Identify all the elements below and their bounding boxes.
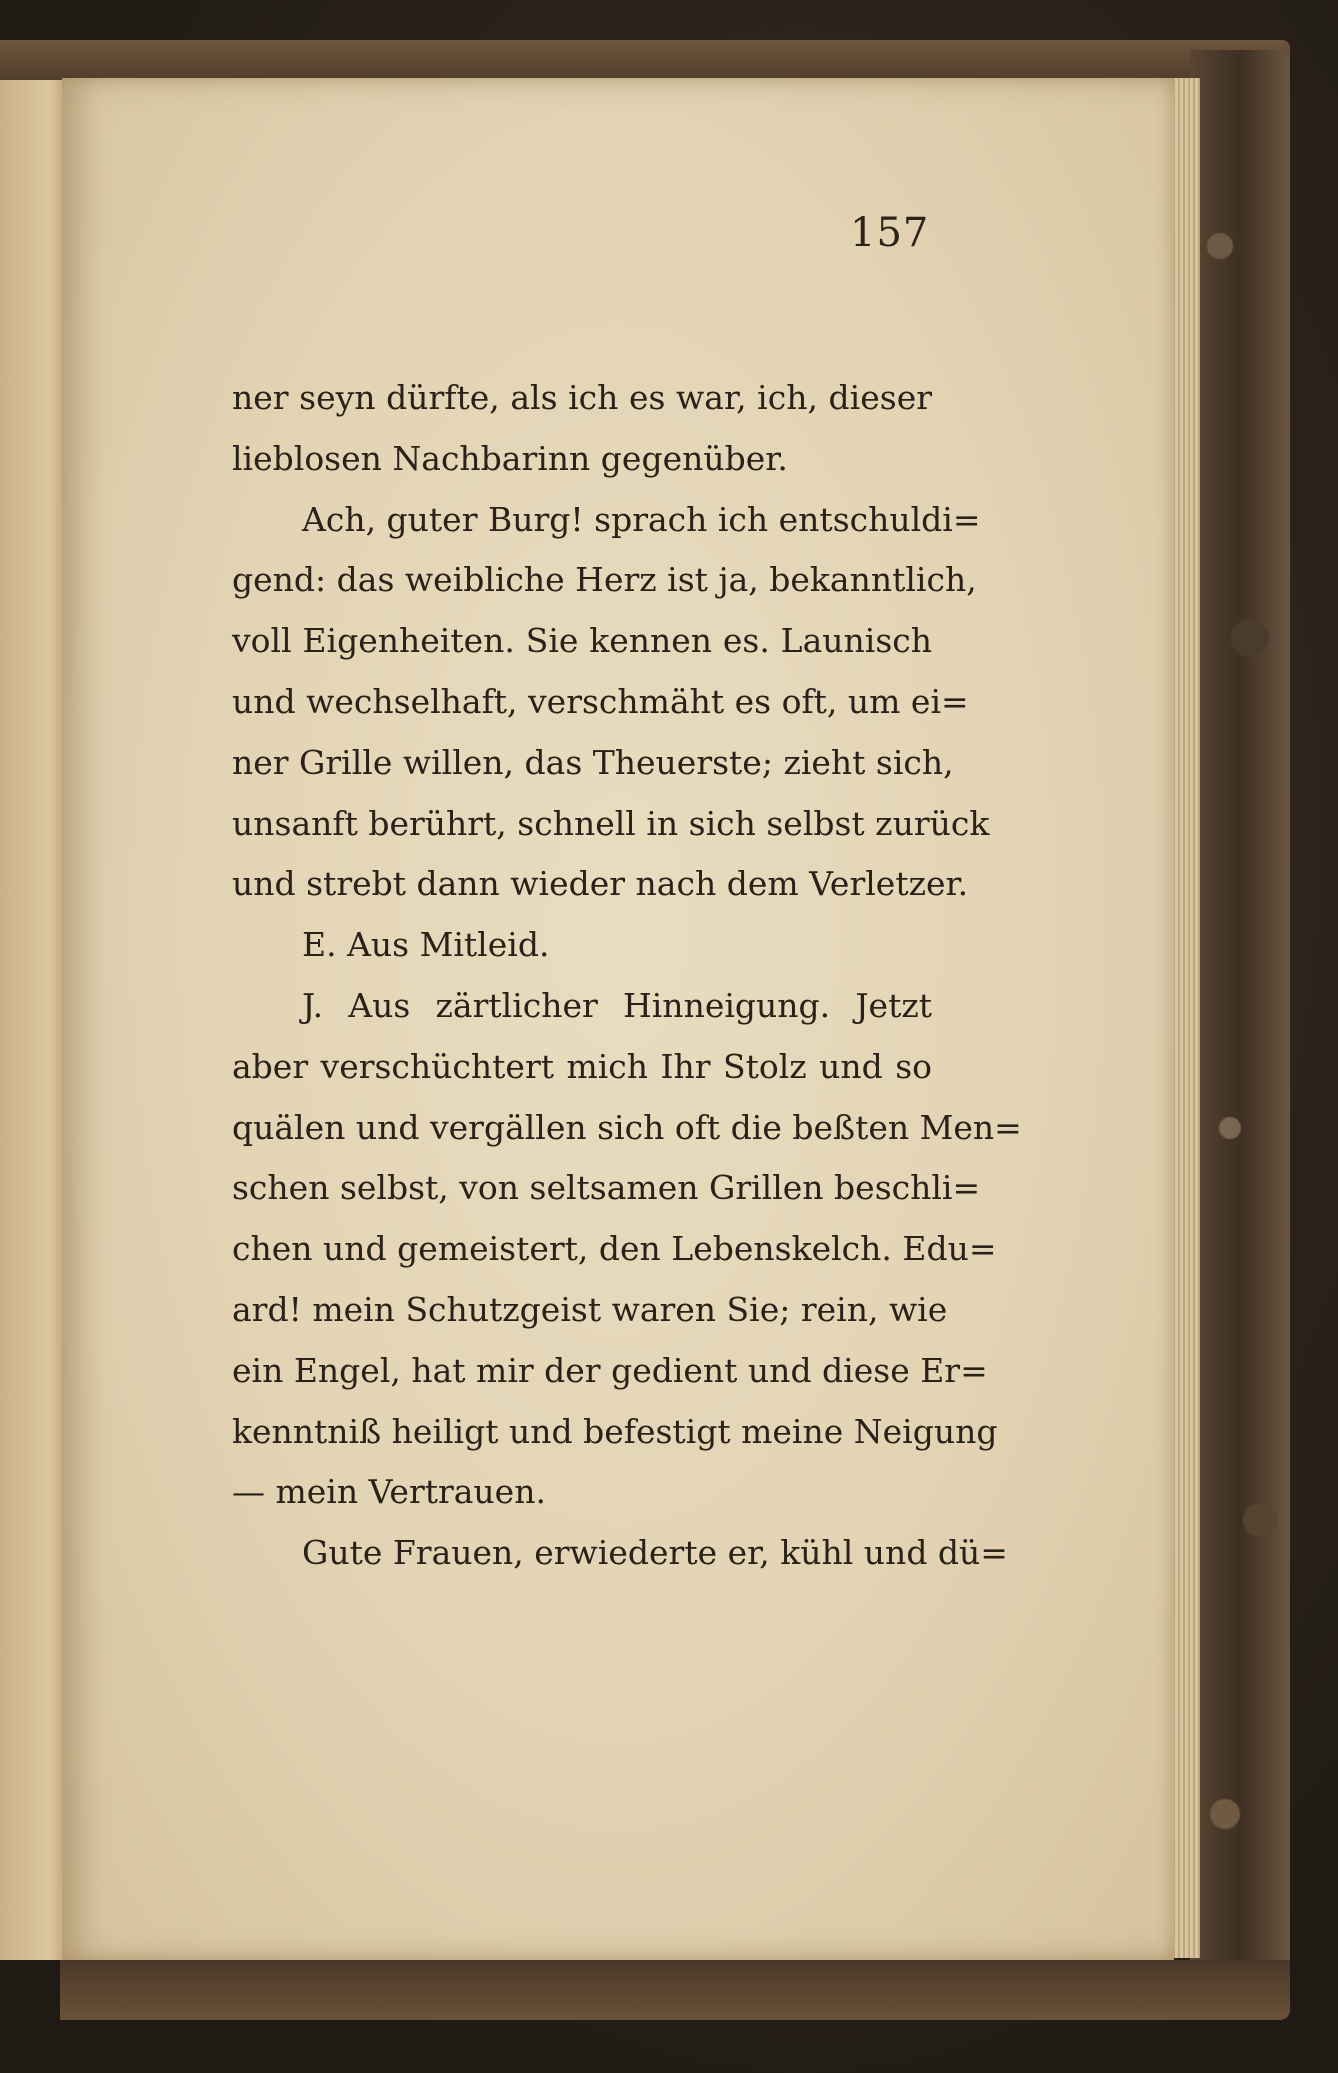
- text-line: quälen und vergällen sich oft die beßten Men=: [232, 1107, 1022, 1147]
- text-line: E. Aus Mitleid.: [302, 925, 550, 965]
- text-line: schen selbst, von seltsamen Grillen beschli=: [232, 1168, 981, 1208]
- text-line: voll Eigenheiten. Sie kennen es. Launisch: [232, 621, 932, 661]
- text-line: und wechselhaft, verschmäht es oft, um ei=: [232, 681, 969, 721]
- page-stack-edges: [1170, 78, 1200, 1958]
- text-line: unsanft berührt, schnell in sich selbst zurück: [232, 803, 990, 843]
- text-line: und strebt dann wieder nach dem Verletzer.: [232, 864, 969, 904]
- text-line: lieblosen Nachbarinn gegenüber.: [232, 438, 788, 478]
- text-line: — mein Vertrauen.: [232, 1472, 546, 1512]
- text-line: gend: das weibliche Herz ist ja, bekanntlich,: [232, 560, 977, 600]
- marbled-cover-edge: [1190, 50, 1290, 2010]
- text-line: aber verschüchtert mich Ihr Stolz und so: [232, 1046, 932, 1086]
- text-line: Ach, guter Burg! sprach ich entschuldi=: [302, 499, 981, 539]
- page-number: 157: [850, 210, 930, 256]
- text-line: ner seyn dürfte, als ich es war, ich, dieser: [232, 378, 932, 417]
- text-line: J. Aus zärtlicher Hinneigung. Jetzt: [302, 985, 932, 1025]
- text-line: ard! mein Schutzgeist waren Sie; rein, wie: [232, 1289, 948, 1329]
- facing-page-sliver: [0, 80, 70, 1960]
- text-line: chen und gemeistert, den Lebenskelch. Edu=: [232, 1229, 997, 1269]
- book-cover-bottom-edge: [60, 1960, 1290, 2020]
- body-text: [232, 368, 1022, 1584]
- text-line: Gute Frauen, erwiederte er, kühl und dü=: [302, 1533, 1008, 1573]
- text-line: kenntniß heiligt und befestigt meine Neigung: [232, 1411, 998, 1451]
- text-line: ner Grille willen, das Theuerste; zieht sich,: [232, 742, 954, 782]
- text-line: ein Engel, hat mir der gedient und diese Er=: [232, 1350, 988, 1390]
